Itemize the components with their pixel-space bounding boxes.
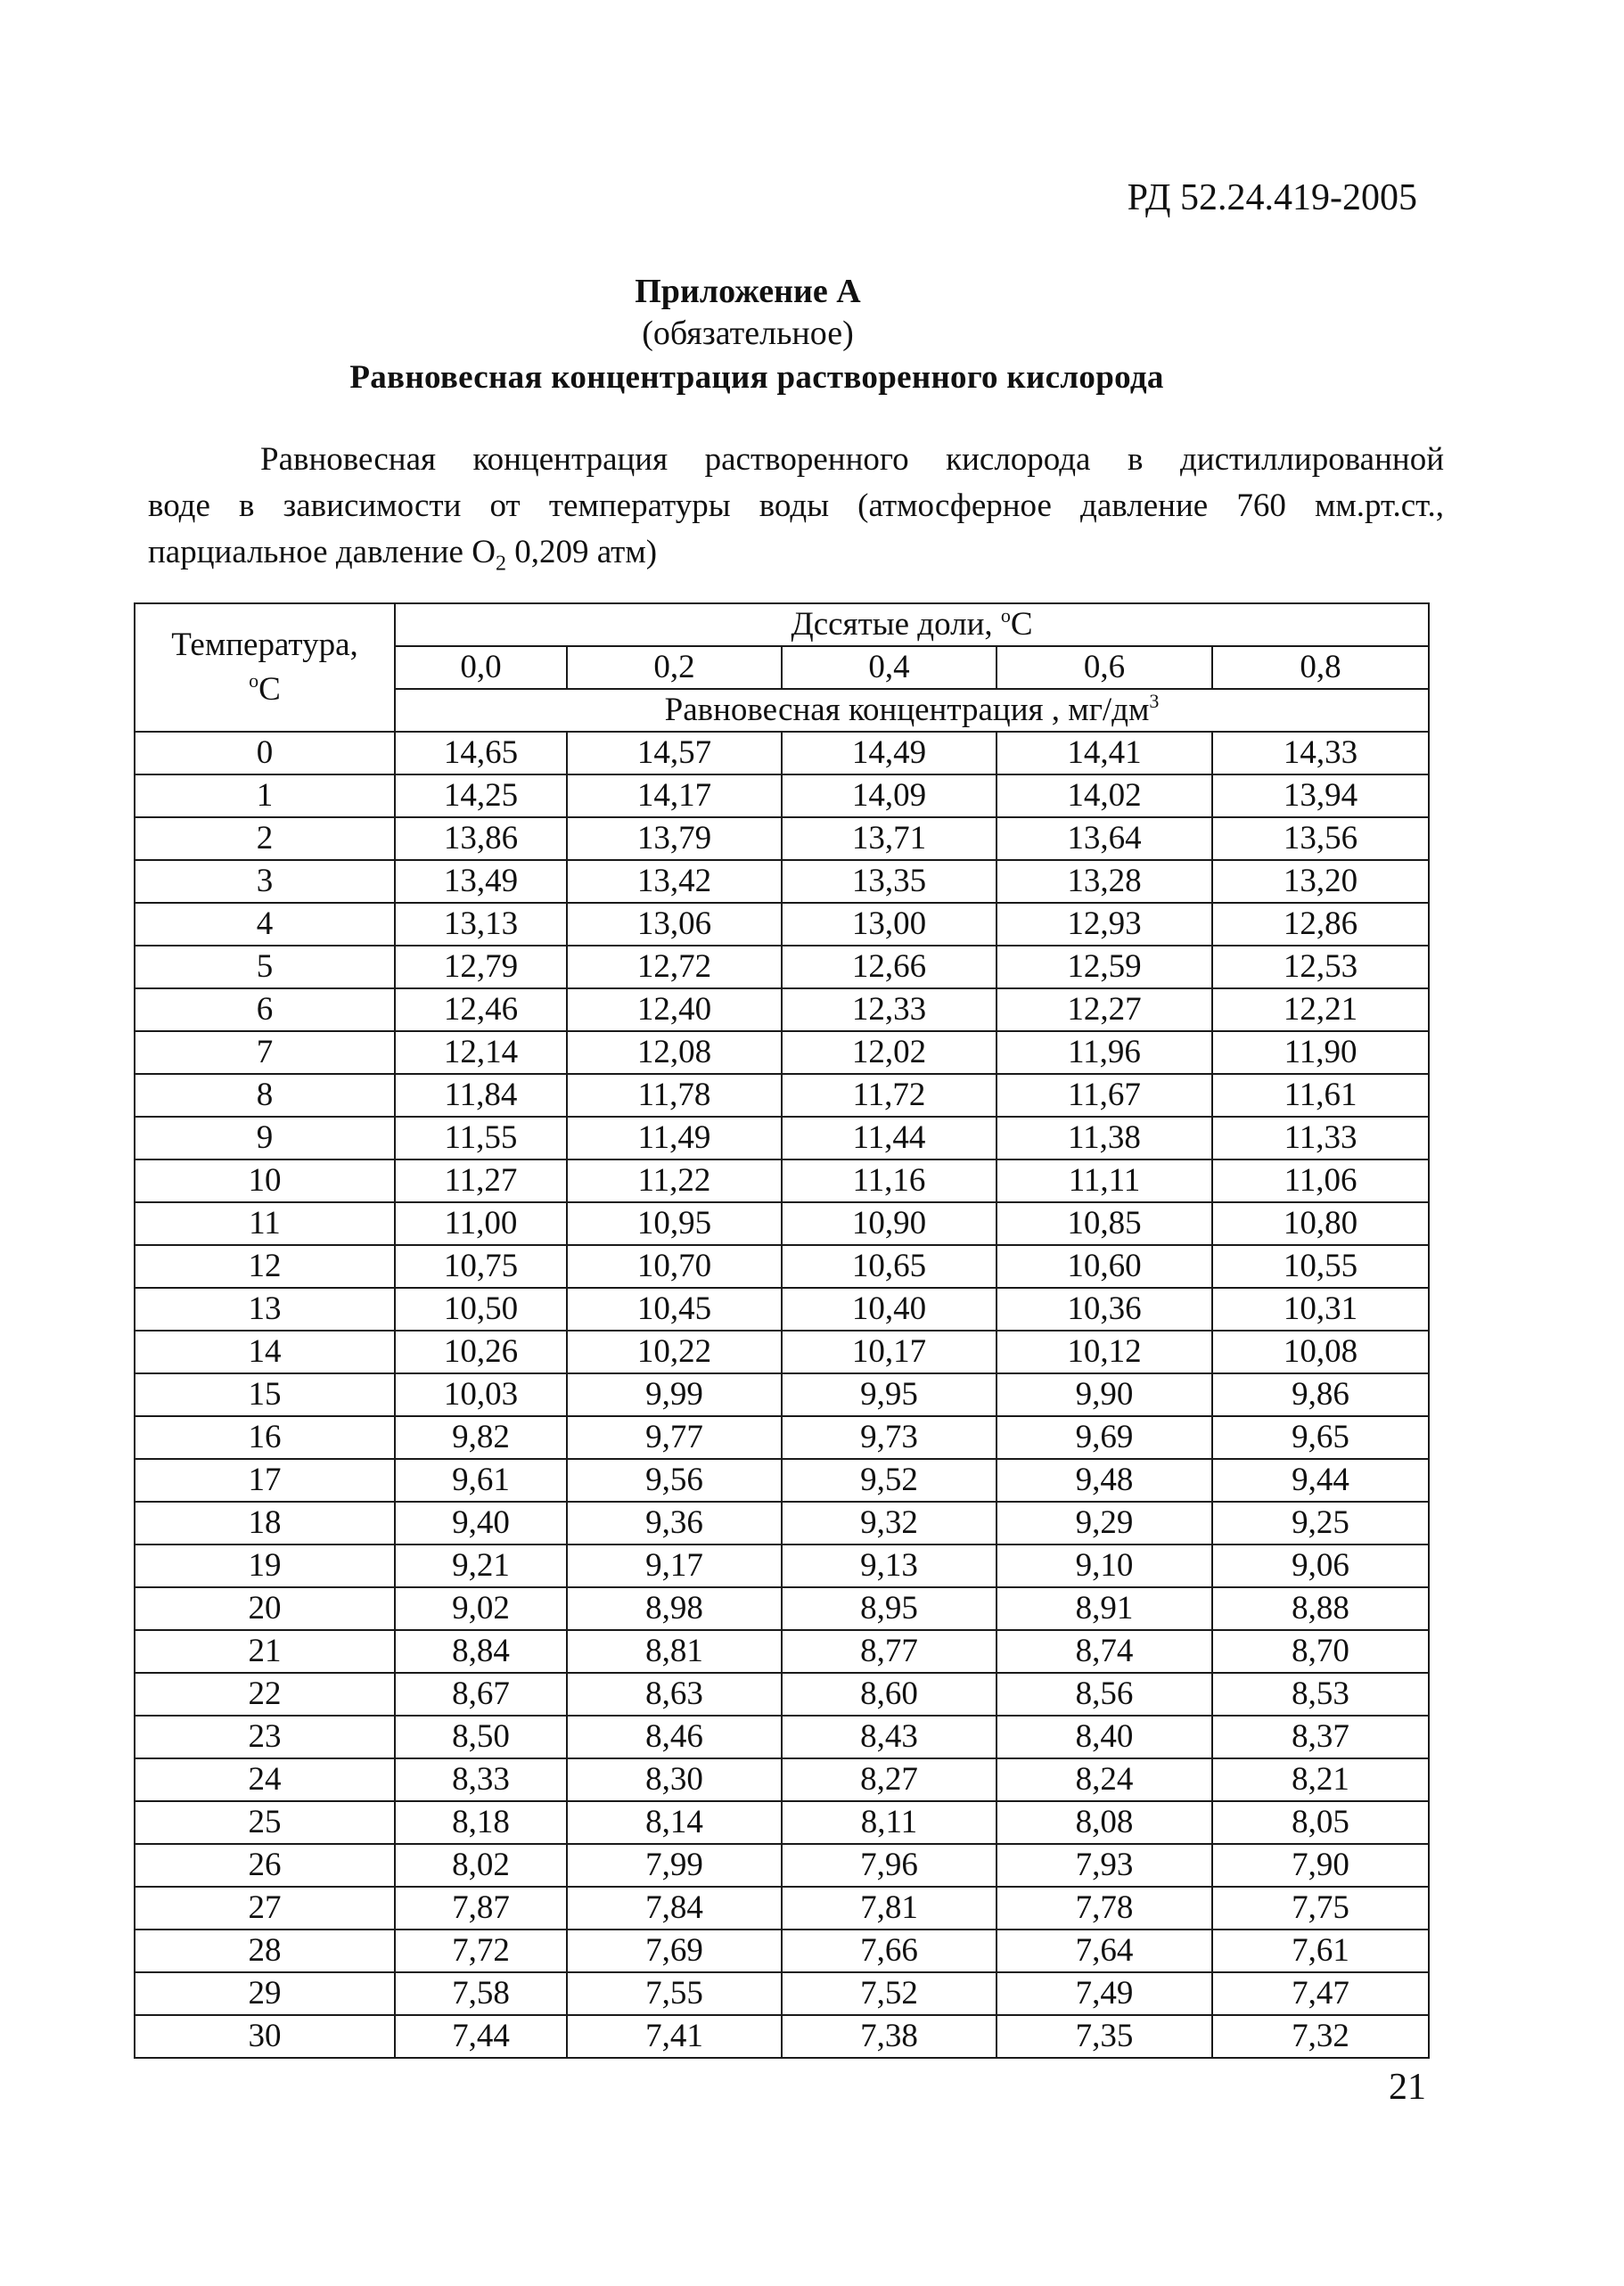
temperature-cell: 26 xyxy=(135,1844,395,1887)
concentration-cell: 9,73 xyxy=(782,1416,997,1459)
concentration-cell: 9,32 xyxy=(782,1502,997,1544)
temperature-cell: 17 xyxy=(135,1459,395,1502)
concentration-cell: 11,16 xyxy=(782,1159,997,1202)
table-row xyxy=(135,903,1429,946)
table-row xyxy=(135,1331,1429,1373)
table-row xyxy=(135,1245,1429,1288)
concentration-cell: 8,88 xyxy=(1212,1587,1429,1630)
concentration-cell: 7,84 xyxy=(567,1887,782,1930)
table-body xyxy=(135,732,1429,2058)
concentration-cell: 10,90 xyxy=(782,1202,997,1245)
concentration-cell: 13,86 xyxy=(395,817,567,860)
temperature-cell: 10 xyxy=(135,1159,395,1202)
concentration-cell: 14,57 xyxy=(567,732,782,774)
concentration-cell: 8,37 xyxy=(1212,1716,1429,1758)
concentration-cell: 12,93 xyxy=(997,903,1212,946)
temperature-cell: 12 xyxy=(135,1245,395,1288)
concentration-cell: 10,60 xyxy=(997,1245,1212,1288)
concentration-cell: 9,82 xyxy=(395,1416,567,1459)
temperature-cell: 30 xyxy=(135,2015,395,2058)
concentration-cell: 11,11 xyxy=(997,1159,1212,1202)
concentration-cell: 8,98 xyxy=(567,1587,782,1630)
concentration-header-label: Равновесная концентрация , мг/дм xyxy=(664,692,1150,728)
concentration-cell: 7,93 xyxy=(997,1844,1212,1887)
temperature-column-header xyxy=(135,603,395,732)
table-row xyxy=(135,1074,1429,1117)
concentration-cell: 7,96 xyxy=(782,1844,997,1887)
concentration-cell: 7,58 xyxy=(395,1972,567,2015)
concentration-cell: 9,65 xyxy=(1212,1416,1429,1459)
concentration-cell: 8,53 xyxy=(1212,1673,1429,1716)
concentration-cell: 9,52 xyxy=(782,1459,997,1502)
concentration-cell: 10,95 xyxy=(567,1202,782,1245)
concentration-cell: 12,40 xyxy=(567,988,782,1031)
concentration-cell: 8,14 xyxy=(567,1801,782,1844)
concentration-cell: 11,61 xyxy=(1212,1074,1429,1117)
concentration-cell: 7,66 xyxy=(782,1930,997,1972)
table-row xyxy=(135,1373,1429,1416)
concentration-cell: 7,35 xyxy=(997,2015,1212,2058)
concentration-cell: 11,22 xyxy=(567,1159,782,1202)
concentration-cell: 8,33 xyxy=(395,1758,567,1801)
concentration-cell: 8,91 xyxy=(997,1587,1212,1630)
annex-status: (обязательное) xyxy=(642,315,854,352)
concentration-cell: 13,06 xyxy=(567,903,782,946)
concentration-cell: 8,60 xyxy=(782,1673,997,1716)
concentration-cell: 10,80 xyxy=(1212,1202,1429,1245)
temperature-cell: 3 xyxy=(135,860,395,903)
concentration-cell: 9,25 xyxy=(1212,1502,1429,1544)
concentration-cell: 13,49 xyxy=(395,860,567,903)
concentration-cell: 8,95 xyxy=(782,1587,997,1630)
concentration-cell: 10,50 xyxy=(395,1288,567,1331)
concentration-cell: 10,31 xyxy=(1212,1288,1429,1331)
concentration-cell: 9,06 xyxy=(1212,1544,1429,1587)
concentration-cell: 12,21 xyxy=(1212,988,1429,1031)
table-row xyxy=(135,1801,1429,1844)
concentration-cell: 11,67 xyxy=(997,1074,1212,1117)
concentration-cell: 10,26 xyxy=(395,1331,567,1373)
concentration-cell: 8,81 xyxy=(567,1630,782,1673)
temperature-cell: 28 xyxy=(135,1930,395,1972)
concentration-cell: 11,84 xyxy=(395,1074,567,1117)
concentration-cell: 12,72 xyxy=(567,946,782,988)
fraction-header-label: Дссятые доли, xyxy=(791,606,993,643)
oxygen-subscript: 2 xyxy=(495,552,506,576)
concentration-cell: 8,21 xyxy=(1212,1758,1429,1801)
table-row xyxy=(135,1844,1429,1887)
table-row xyxy=(135,2015,1429,2058)
table-row xyxy=(135,817,1429,860)
annex-subject: Равновесная концентрация растворенного кислорода xyxy=(349,359,1164,396)
temperature-cell: 2 xyxy=(135,817,395,860)
concentration-cell: 8,11 xyxy=(782,1801,997,1844)
temperature-cell: 4 xyxy=(135,903,395,946)
concentration-cell: 7,87 xyxy=(395,1887,567,1930)
temperature-cell: 22 xyxy=(135,1673,395,1716)
concentration-cell: 8,46 xyxy=(567,1716,782,1758)
concentration-cell: 13,20 xyxy=(1212,860,1429,903)
annex-title: Приложение А xyxy=(635,273,861,310)
intro-line-3-text: парциальное давление O xyxy=(148,534,496,570)
table-row xyxy=(135,1202,1429,1245)
concentration-cell: 12,14 xyxy=(395,1031,567,1074)
concentration-cell: 11,44 xyxy=(782,1117,997,1159)
temperature-cell: 5 xyxy=(135,946,395,988)
concentration-cell: 9,10 xyxy=(997,1544,1212,1587)
fraction-header-unit: C xyxy=(1010,606,1033,643)
concentration-cell: 7,81 xyxy=(782,1887,997,1930)
concentration-cell: 10,36 xyxy=(997,1288,1212,1331)
concentration-cell: 8,43 xyxy=(782,1716,997,1758)
table-row xyxy=(135,1544,1429,1587)
concentration-cell: 13,13 xyxy=(395,903,567,946)
concentration-cell: 11,27 xyxy=(395,1159,567,1202)
concentration-cell: 9,69 xyxy=(997,1416,1212,1459)
concentration-cell: 14,65 xyxy=(395,732,567,774)
temperature-cell: 0 xyxy=(135,732,395,774)
table-row xyxy=(135,732,1429,774)
temperature-cell: 24 xyxy=(135,1758,395,1801)
concentration-cell: 7,55 xyxy=(567,1972,782,2015)
page-number: 21 xyxy=(1389,2067,1426,2108)
concentration-cell: 7,99 xyxy=(567,1844,782,1887)
intro-line-1: Равновесная концентрация растворенного кислорода в дистиллированной xyxy=(260,441,1444,478)
concentration-cell: 10,08 xyxy=(1212,1331,1429,1373)
concentration-cell: 13,42 xyxy=(567,860,782,903)
concentration-cell: 10,75 xyxy=(395,1245,567,1288)
intro-line-3 xyxy=(148,529,1444,586)
concentration-cell: 11,72 xyxy=(782,1074,997,1117)
oxygen-concentration-table xyxy=(134,602,1430,2059)
fraction-group-header xyxy=(395,603,1429,646)
concentration-cell: 9,36 xyxy=(567,1502,782,1544)
concentration-cell: 8,18 xyxy=(395,1801,567,1844)
table-header xyxy=(135,603,1429,732)
concentration-cell: 8,30 xyxy=(567,1758,782,1801)
concentration-cell: 8,70 xyxy=(1212,1630,1429,1673)
concentration-cell: 9,02 xyxy=(395,1587,567,1630)
concentration-cell: 7,72 xyxy=(395,1930,567,1972)
concentration-cell: 14,41 xyxy=(997,732,1212,774)
fraction-header-cell: 0,2 xyxy=(567,646,782,689)
concentration-cell: 7,41 xyxy=(567,2015,782,2058)
concentration-cell: 9,48 xyxy=(997,1459,1212,1502)
temperature-cell: 9 xyxy=(135,1117,395,1159)
temperature-cell: 29 xyxy=(135,1972,395,2015)
concentration-cell: 7,47 xyxy=(1212,1972,1429,2015)
concentration-cell: 14,49 xyxy=(782,732,997,774)
table-row xyxy=(135,1459,1429,1502)
temperature-header-unit: C xyxy=(258,671,281,708)
concentration-cell: 13,28 xyxy=(997,860,1212,903)
concentration-cell: 8,84 xyxy=(395,1630,567,1673)
table-row xyxy=(135,1930,1429,1972)
concentration-cell: 13,71 xyxy=(782,817,997,860)
concentration-cell: 9,86 xyxy=(1212,1373,1429,1416)
concentration-cell: 12,46 xyxy=(395,988,567,1031)
concentration-cell: 10,03 xyxy=(395,1373,567,1416)
temperature-cell: 1 xyxy=(135,774,395,817)
concentration-cell: 11,38 xyxy=(997,1117,1212,1159)
concentration-cell: 9,56 xyxy=(567,1459,782,1502)
concentration-cell: 7,64 xyxy=(997,1930,1212,1972)
concentration-cell: 11,90 xyxy=(1212,1031,1429,1074)
concentration-cell: 7,69 xyxy=(567,1930,782,1972)
table-row xyxy=(135,1972,1429,2015)
concentration-cell: 10,70 xyxy=(567,1245,782,1288)
concentration-cell: 9,13 xyxy=(782,1544,997,1587)
concentration-cell: 7,90 xyxy=(1212,1844,1429,1887)
temperature-cell: 11 xyxy=(135,1202,395,1245)
concentration-cell: 9,29 xyxy=(997,1502,1212,1544)
concentration-cell: 10,17 xyxy=(782,1331,997,1373)
concentration-cell: 9,17 xyxy=(567,1544,782,1587)
concentration-cell: 12,33 xyxy=(782,988,997,1031)
concentration-cell: 12,59 xyxy=(997,946,1212,988)
concentration-cell: 8,24 xyxy=(997,1758,1212,1801)
concentration-cell: 8,02 xyxy=(395,1844,567,1887)
intro-paragraph xyxy=(148,437,1444,586)
concentration-cell: 11,00 xyxy=(395,1202,567,1245)
concentration-cell: 9,61 xyxy=(395,1459,567,1502)
concentration-cell: 8,50 xyxy=(395,1716,567,1758)
concentration-cell: 7,38 xyxy=(782,2015,997,2058)
table-row xyxy=(135,1673,1429,1716)
concentration-cell: 11,06 xyxy=(1212,1159,1429,1202)
concentration-cell: 12,27 xyxy=(997,988,1212,1031)
table-row xyxy=(135,860,1429,903)
concentration-cell: 10,45 xyxy=(567,1288,782,1331)
concentration-cell: 10,85 xyxy=(997,1202,1212,1245)
temperature-cell: 15 xyxy=(135,1373,395,1416)
concentration-cell: 13,64 xyxy=(997,817,1212,860)
concentration-cell: 13,79 xyxy=(567,817,782,860)
concentration-cell: 12,79 xyxy=(395,946,567,988)
concentration-cell: 9,77 xyxy=(567,1416,782,1459)
temperature-cell: 6 xyxy=(135,988,395,1031)
table-row xyxy=(135,1117,1429,1159)
temperature-cell: 16 xyxy=(135,1416,395,1459)
concentration-cell: 7,75 xyxy=(1212,1887,1429,1930)
concentration-cell: 7,78 xyxy=(997,1887,1212,1930)
concentration-cell: 10,12 xyxy=(997,1331,1212,1373)
concentration-cell: 9,95 xyxy=(782,1373,997,1416)
degree-sign: o xyxy=(1000,604,1011,627)
concentration-cell: 11,49 xyxy=(567,1117,782,1159)
concentration-cell: 13,94 xyxy=(1212,774,1429,817)
intro-line-3-tail: 0,209 атм) xyxy=(505,534,658,570)
table-row xyxy=(135,1288,1429,1331)
concentration-cell: 10,55 xyxy=(1212,1245,1429,1288)
temperature-cell: 14 xyxy=(135,1331,395,1373)
concentration-header xyxy=(395,689,1429,732)
concentration-cell: 11,78 xyxy=(567,1074,782,1117)
concentration-cell: 12,02 xyxy=(782,1031,997,1074)
concentration-cell: 14,02 xyxy=(997,774,1212,817)
concentration-cell: 10,65 xyxy=(782,1245,997,1288)
intro-line-2: воде в зависимости от температуры воды (атмосферное давление 760 мм.рт.ст., xyxy=(148,488,1444,524)
table-row xyxy=(135,1159,1429,1202)
concentration-cell: 8,40 xyxy=(997,1716,1212,1758)
concentration-cell: 7,61 xyxy=(1212,1930,1429,1972)
temperature-cell: 18 xyxy=(135,1502,395,1544)
fraction-header-cell: 0,6 xyxy=(997,646,1212,689)
concentration-cell: 7,32 xyxy=(1212,2015,1429,2058)
concentration-cell: 12,08 xyxy=(567,1031,782,1074)
concentration-cell: 14,09 xyxy=(782,774,997,817)
concentration-cell: 7,52 xyxy=(782,1972,997,2015)
temperature-cell: 13 xyxy=(135,1288,395,1331)
table-row xyxy=(135,1758,1429,1801)
concentration-cell: 8,67 xyxy=(395,1673,567,1716)
concentration-cell: 14,33 xyxy=(1212,732,1429,774)
concentration-cell: 10,40 xyxy=(782,1288,997,1331)
fraction-header-cell: 0,4 xyxy=(782,646,997,689)
temperature-cell: 21 xyxy=(135,1630,395,1673)
concentration-cell: 8,08 xyxy=(997,1801,1212,1844)
concentration-cell: 11,55 xyxy=(395,1117,567,1159)
concentration-cell: 12,53 xyxy=(1212,946,1429,988)
concentration-cell: 9,99 xyxy=(567,1373,782,1416)
table-row xyxy=(135,1416,1429,1459)
table-row xyxy=(135,1587,1429,1630)
cubic-superscript: 3 xyxy=(1149,690,1160,712)
concentration-cell: 8,56 xyxy=(997,1673,1212,1716)
temperature-cell: 20 xyxy=(135,1587,395,1630)
concentration-cell: 10,22 xyxy=(567,1331,782,1373)
fraction-header-cell: 0,0 xyxy=(395,646,567,689)
concentration-cell: 7,44 xyxy=(395,2015,567,2058)
temperature-cell: 8 xyxy=(135,1074,395,1117)
concentration-cell: 14,17 xyxy=(567,774,782,817)
degree-sign: o xyxy=(249,669,259,692)
concentration-cell: 8,63 xyxy=(567,1673,782,1716)
concentration-cell: 11,96 xyxy=(997,1031,1212,1074)
temperature-cell: 7 xyxy=(135,1031,395,1074)
concentration-cell: 8,27 xyxy=(782,1758,997,1801)
temperature-cell: 23 xyxy=(135,1716,395,1758)
concentration-cell: 13,56 xyxy=(1212,817,1429,860)
temperature-cell: 27 xyxy=(135,1887,395,1930)
temperature-cell: 25 xyxy=(135,1801,395,1844)
temperature-header-label: Температура, xyxy=(171,627,358,663)
concentration-cell: 8,05 xyxy=(1212,1801,1429,1844)
concentration-cell: 12,66 xyxy=(782,946,997,988)
concentration-cell: 13,00 xyxy=(782,903,997,946)
temperature-cell: 19 xyxy=(135,1544,395,1587)
table-row xyxy=(135,946,1429,988)
document-code: РД 52.24.419-2005 xyxy=(1127,177,1417,218)
table-row xyxy=(135,774,1429,817)
concentration-cell: 7,49 xyxy=(997,1972,1212,2015)
concentration-cell: 14,25 xyxy=(395,774,567,817)
concentration-cell: 8,77 xyxy=(782,1630,997,1673)
concentration-cell: 12,86 xyxy=(1212,903,1429,946)
table-row xyxy=(135,1716,1429,1758)
concentration-cell: 9,40 xyxy=(395,1502,567,1544)
concentration-cell: 9,44 xyxy=(1212,1459,1429,1502)
concentration-cell: 9,90 xyxy=(997,1373,1212,1416)
table-row xyxy=(135,1630,1429,1673)
table-row xyxy=(135,1887,1429,1930)
concentration-cell: 13,35 xyxy=(782,860,997,903)
concentration-cell: 9,21 xyxy=(395,1544,567,1587)
table-row xyxy=(135,1031,1429,1074)
concentration-cell: 11,33 xyxy=(1212,1117,1429,1159)
fraction-header-cell: 0,8 xyxy=(1212,646,1429,689)
table-row xyxy=(135,1502,1429,1544)
table-row xyxy=(135,988,1429,1031)
concentration-cell: 8,74 xyxy=(997,1630,1212,1673)
